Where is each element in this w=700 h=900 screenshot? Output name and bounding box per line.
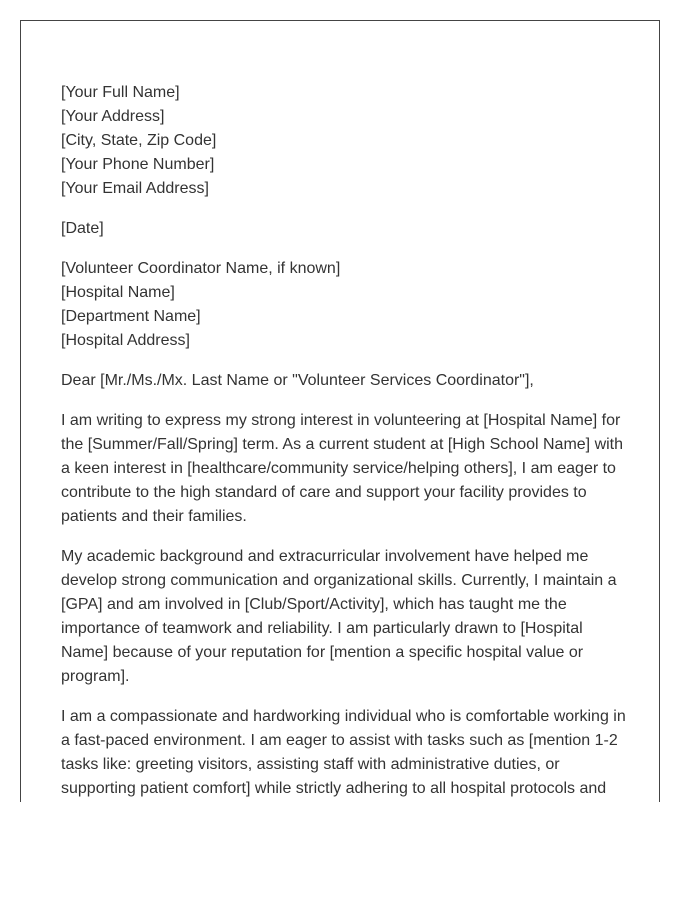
- recipient-coordinator: [Volunteer Coordinator Name, if known]: [61, 260, 341, 277]
- recipient-block: [61, 257, 629, 353]
- sender-full-name: [Your Full Name]: [61, 84, 180, 101]
- salutation: Dear [Mr./Ms./Mx. Last Name or "Volunteer Services Coordinator"],: [61, 372, 534, 389]
- sender-block: [61, 81, 629, 201]
- sender-phone: [Your Phone Number]: [61, 156, 215, 173]
- letter-page: [20, 20, 660, 802]
- recipient-hospital-name: [Hospital Name]: [61, 284, 175, 301]
- letter-content: [61, 81, 629, 802]
- sender-address: [Your Address]: [61, 108, 165, 125]
- letter-date: [Date]: [61, 220, 104, 237]
- salutation-block: [61, 369, 629, 393]
- date-block: [61, 217, 629, 241]
- sender-city-state-zip: [City, State, Zip Code]: [61, 132, 217, 149]
- recipient-address: [Hospital Address]: [61, 332, 190, 349]
- sender-email: [Your Email Address]: [61, 180, 209, 197]
- body-paragraph-1: I am writing to express my strong interest in volunteering at [Hospital Name] for the [Summer/Fall/Spring] term. As a current student at [High School Name] with a keen interest in [healthcare/community service/helping others], I am eager to contribute to the high standard of care and support your facility provides to patients and their families.: [61, 412, 624, 525]
- body-paragraph-2: My academic background and extracurricular involvement have helped me develop strong communication and organizational skills. Currently, I maintain a [GPA] and am involved in [Club/Sport/Activity], which has taught me the importance of teamwork and reliability. I am particularly drawn to [Hospital Name] because of your reputation for [mention a specific hospital value or program].: [61, 548, 617, 685]
- recipient-department: [Department Name]: [61, 308, 201, 325]
- body-paragraph-3: I am a compassionate and hardworking individual who is comfortable working in a fast-paced environment. I am eager to assist with tasks such as [mention 1-2 tasks like: greeting visitors, assisting staff with administrative duties, or supporting patient comfort] while strictly adhering to all hospital protocols and: [61, 708, 626, 797]
